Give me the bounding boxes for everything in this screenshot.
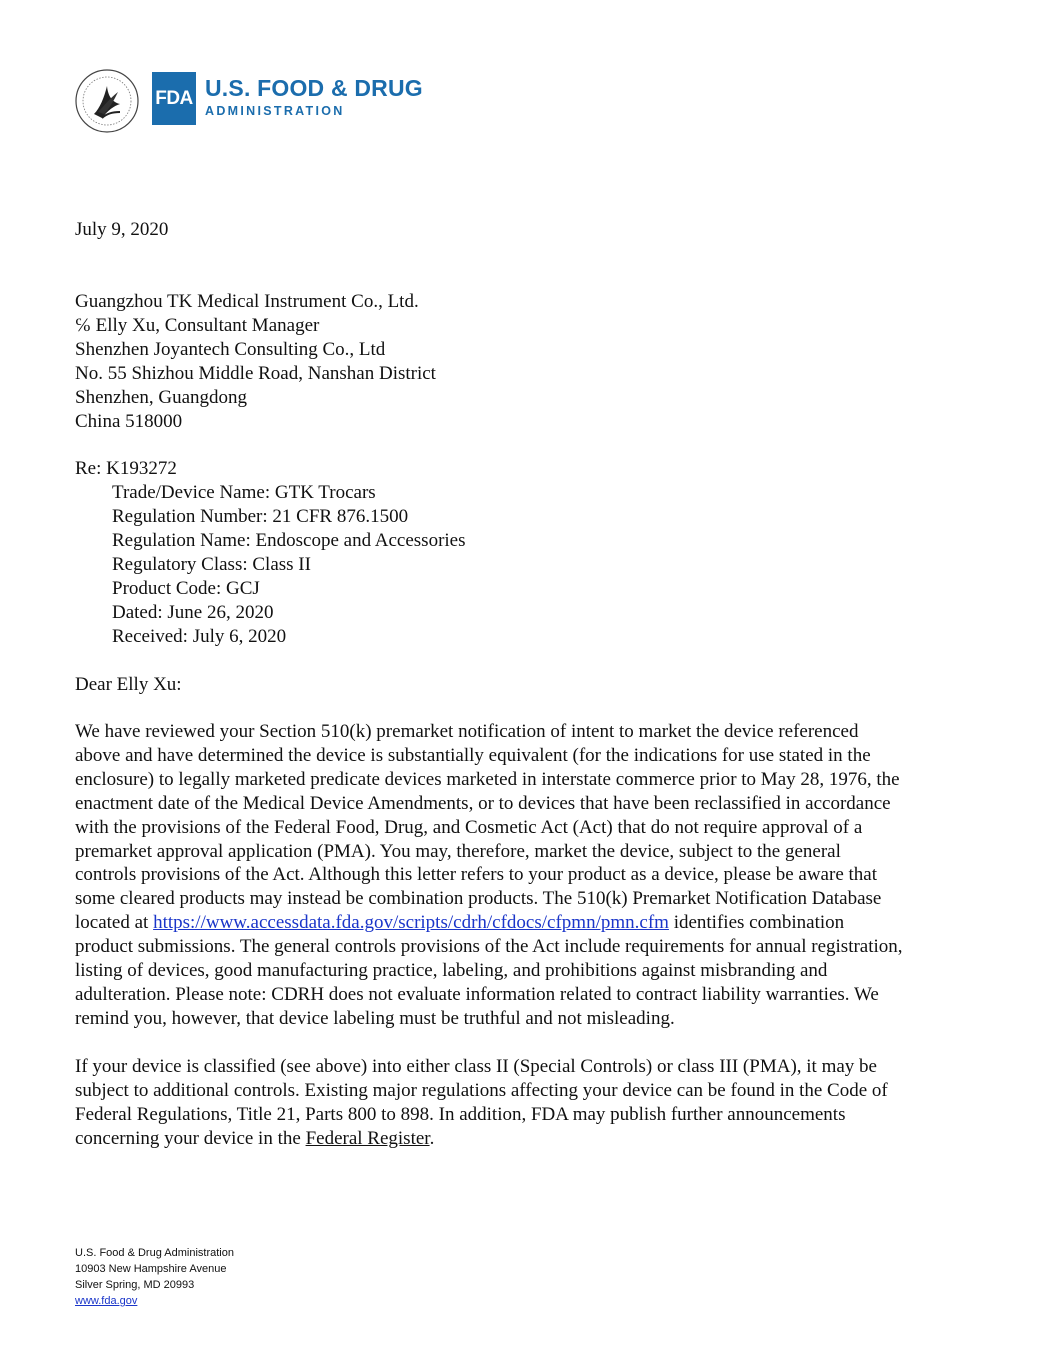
paragraph-line: enactment date of the Medical Device Amendments, or to devices that have been reclassified in accordance	[75, 792, 891, 814]
paragraph-line: remind you, however, that device labeling must be truthful and not misleading.	[75, 1007, 675, 1029]
paragraph-line: premarket approval application (PMA). You may, therefore, market the device, subject to the general	[75, 840, 841, 862]
link-prefix: located at	[75, 912, 154, 934]
footer-agency: U.S. Food & Drug Administration	[75, 1247, 234, 1259]
paragraph-line: with the provisions of the Federal Food, Drug, and Cosmetic Act (Act) that do not require approval of a	[75, 816, 863, 838]
footer-street: 10903 New Hampshire Avenue	[75, 1263, 227, 1275]
pmn-database-link[interactable]: https://www.accessdata.fda.gov/scripts/cdrh/cfdocs/cfpmn/pmn.cfm	[153, 912, 669, 934]
fda-logo-mark	[152, 72, 196, 125]
dated: Dated: June 26, 2020	[112, 602, 274, 623]
recipient-line: Shenzhen, Guangdong	[75, 387, 248, 408]
product-code: Product Code: GCJ	[112, 578, 260, 599]
paragraph-line: controls provisions of the Act. Although this letter refers to your product as a device, please be aware that	[75, 864, 877, 886]
agency-name-line2: ADMINISTRATION	[205, 104, 345, 118]
paragraph-line: listing of devices, good manufacturing practice, labeling, and prohibitions against misbranding and	[75, 960, 828, 982]
recipient-line: ℅ Elly Xu, Consultant Manager	[75, 315, 320, 336]
body-paragraph-2	[75, 1055, 987, 1151]
regulatory-class: Regulatory Class: Class II	[112, 554, 311, 575]
agency-wordmark	[205, 74, 423, 120]
paragraph-line: some cleared products may instead be combination products. The 510(k) Premarket Notification Database	[75, 888, 882, 910]
footer-city: Silver Spring, MD 20993	[75, 1279, 195, 1291]
paragraph-line: adulteration. Please note: CDRH does not evaluate information related to contract liability warranties. We	[75, 983, 879, 1005]
recipient-line: Shenzhen Joyantech Consulting Co., Ltd	[75, 339, 386, 360]
paragraph-line-with-underline	[75, 1127, 987, 1151]
recipient-line: Guangzhou TK Medical Instrument Co., Ltd.	[75, 291, 419, 312]
hhs-seal-icon	[74, 68, 140, 134]
recipient-line: No. 55 Shizhou Middle Road, Nanshan District	[75, 363, 436, 384]
agency-name-line1: U.S. FOOD & DRUG	[205, 75, 423, 101]
paragraph-line: Federal Regulations, Title 21, Parts 800 to 898. In addition, FDA may publish further announcements	[75, 1103, 846, 1125]
paragraph-line: above and have determined the device is substantially equivalent (for the indications for use stated in the	[75, 744, 871, 766]
paragraph-line: We have reviewed your Section 510(k) premarket notification of intent to market the device referenced	[75, 721, 859, 742]
trade-device-name: Trade/Device Name: GTK Trocars	[112, 482, 376, 503]
body-paragraph-1	[75, 720, 987, 1031]
recipient-line: China 518000	[75, 411, 183, 432]
paragraph-line: If your device is classified (see above) into either class II (Special Controls) or class III (PMA), it may be	[75, 1056, 877, 1077]
paragraph-line: product submissions. The general controls provisions of the Act include requirements for annual registration,	[75, 936, 903, 958]
regulation-name: Regulation Name: Endoscope and Accessories	[112, 530, 466, 551]
paragraph-line: enclosure) to legally marketed predicate devices marketed in interstate commerce prior to May 28, 1976, the	[75, 768, 900, 790]
federal-register-text: Federal Register	[305, 1127, 430, 1149]
fda-website-link[interactable]: www.fda.gov	[75, 1295, 138, 1307]
paragraph-line: subject to additional controls. Existing major regulations affecting your device can be found in the Code of	[75, 1079, 888, 1101]
letter-date: July 9, 2020	[75, 219, 169, 240]
last-line-prefix: concerning your device in the	[75, 1127, 306, 1149]
reference-number: Re: K193272	[75, 458, 177, 479]
link-suffix: identifies combination	[668, 912, 845, 934]
last-line-suffix: .	[429, 1127, 435, 1149]
received: Received: July 6, 2020	[112, 626, 287, 647]
salutation: Dear Elly Xu:	[75, 674, 182, 695]
footer-address	[75, 1245, 234, 1309]
fda-mark-text: FDA	[155, 87, 193, 109]
regulation-number: Regulation Number: 21 CFR 876.1500	[112, 506, 409, 527]
paragraph-line-with-link	[75, 911, 987, 935]
